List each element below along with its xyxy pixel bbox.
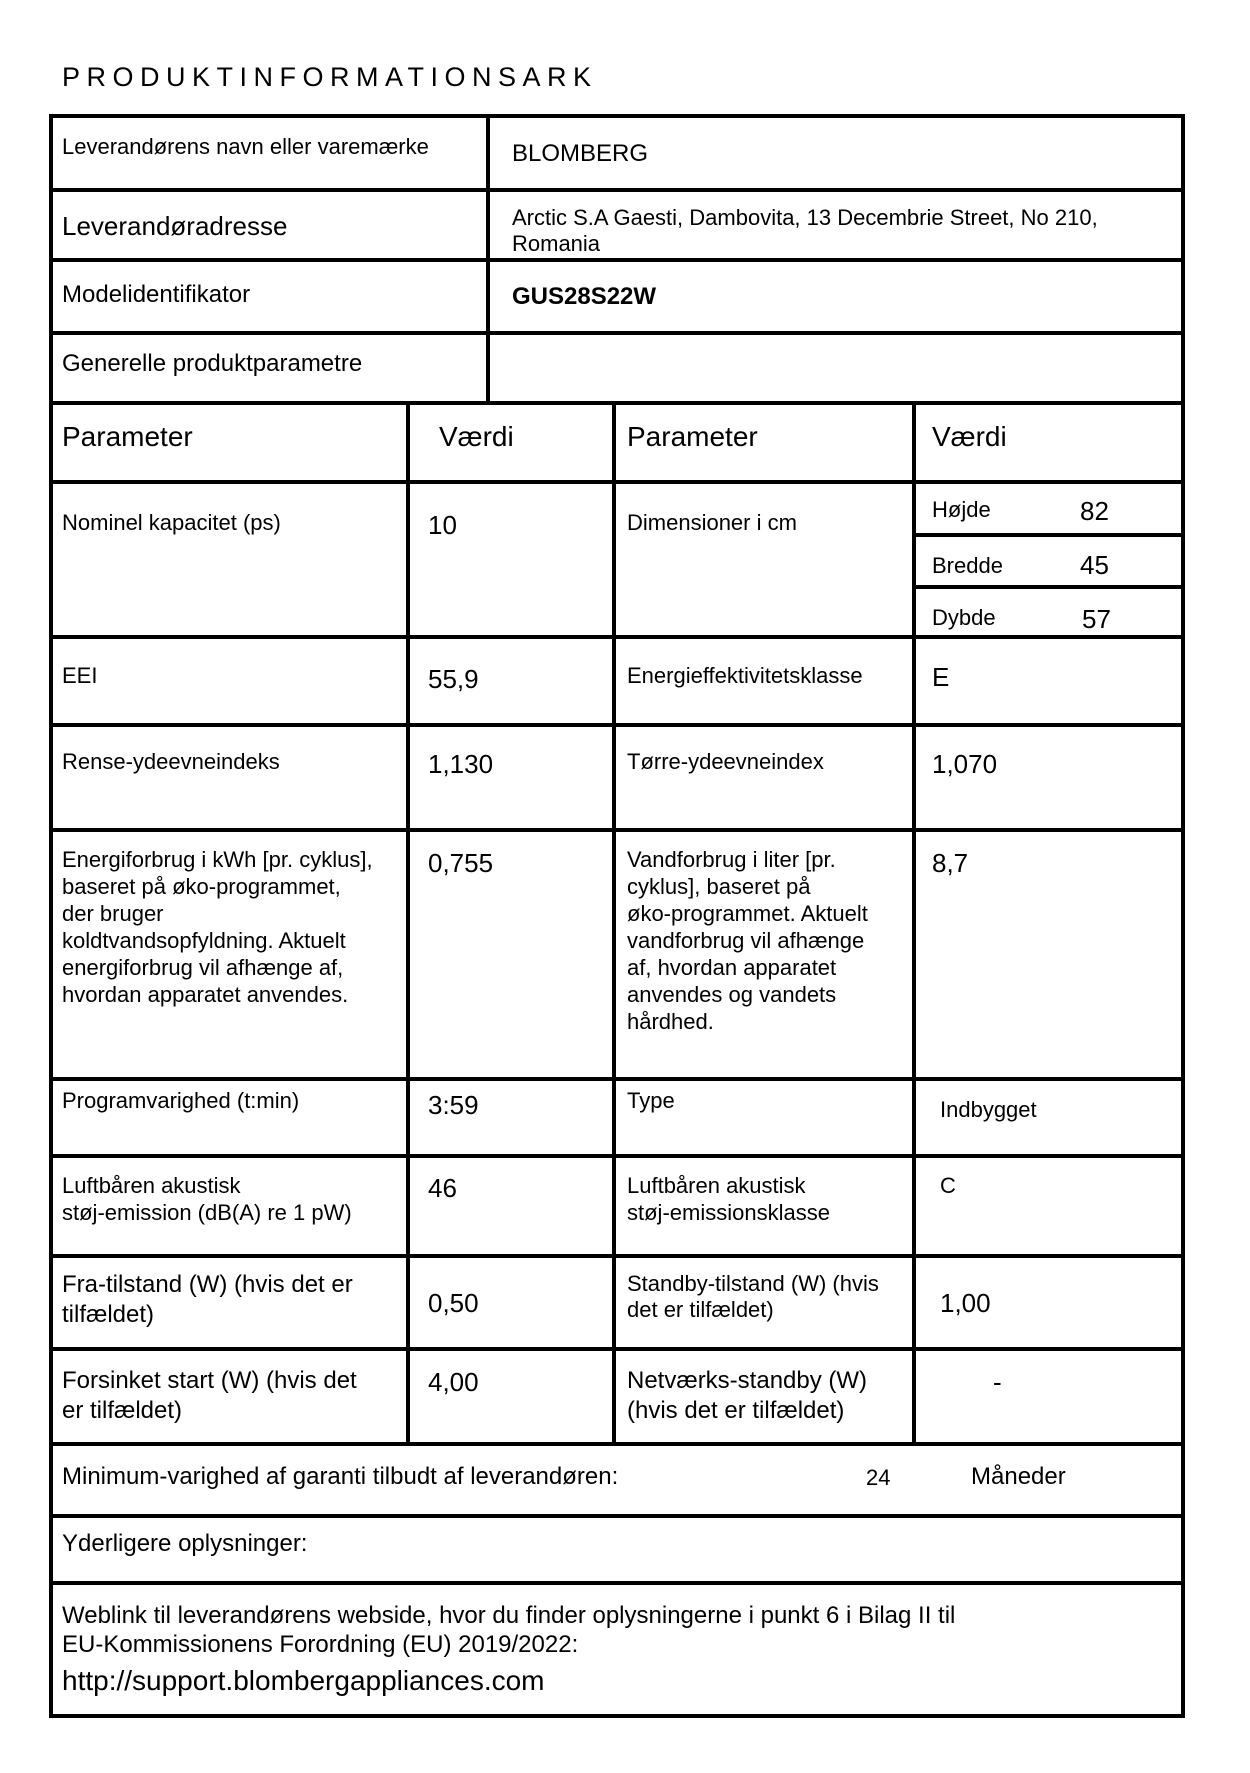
delay-start-label-line1: Forsinket start (W) (hvis det <box>62 1367 357 1394</box>
eei-label: EEI <box>62 663 98 688</box>
water-consumption-line: anvendes og vandets <box>627 982 837 1007</box>
off-mode-label-line1: Fra-tilstand (W) (hvis det er <box>62 1271 353 1298</box>
model-label: Modelidentifikator <box>62 281 251 308</box>
energy-consumption-line: energiforbrug vil afhænge af, <box>62 955 344 980</box>
additional-info-label: Yderligere oplysninger: <box>62 1530 308 1557</box>
drying-index-value: 1,070 <box>932 749 998 779</box>
network-standby-value: - <box>993 1367 1002 1397</box>
guarantee-unit: Måneder <box>971 1463 1066 1490</box>
header-parameter-right: Parameter <box>627 421 758 452</box>
standby-label-line1: Standby-tilstand (W) (hvis <box>627 1271 879 1296</box>
energy-consumption-line: der bruger <box>62 901 164 926</box>
energy-consumption-value: 0,755 <box>428 848 494 878</box>
guarantee-label: Minimum-varighed af garanti tilbudt af leverandøren: <box>62 1463 619 1490</box>
water-consumption-line: hårdhed. <box>627 1009 714 1034</box>
program-duration-value: 3:59 <box>428 1090 479 1120</box>
noise-class-value: C <box>940 1173 956 1198</box>
row-divider <box>49 723 1185 727</box>
water-consumption-value: 8,7 <box>932 848 969 878</box>
energy-consumption-line: Energiforbrug i kWh [pr. cyklus], <box>62 847 373 872</box>
row-divider <box>49 1154 1185 1158</box>
row-divider <box>49 258 1185 262</box>
delay-start-value: 4,00 <box>428 1367 479 1397</box>
noise-emission-label-line2: støj-emission (dB(A) re 1 pW) <box>62 1200 352 1225</box>
row-divider <box>49 331 1185 335</box>
supplier-name-label: Leverandørens navn eller varemærke <box>62 134 429 159</box>
row-divider <box>49 635 1185 639</box>
water-consumption-line: cyklus], baseret på <box>627 874 811 899</box>
row-divider <box>49 188 1185 192</box>
page-title: PRODUKTINFORMATIONSARK <box>62 62 598 92</box>
header-parameter-left: Parameter <box>62 421 193 452</box>
dimensions-label: Dimensioner i cm <box>627 510 797 535</box>
column-divider <box>912 401 916 1446</box>
energy-consumption-label <box>62 846 373 1008</box>
header-value-right: Værdi <box>932 421 1007 452</box>
program-duration-label: Programvarighed (t:min) <box>62 1088 300 1113</box>
capacity-label: Nominel kapacitet (ps) <box>62 510 281 535</box>
depth-label: Dybde <box>932 605 996 630</box>
row-divider <box>49 1442 1185 1446</box>
water-consumption-label <box>627 846 868 1035</box>
column-divider <box>612 401 616 1446</box>
guarantee-value: 24 <box>866 1465 891 1490</box>
energy-consumption-line: koldtvandsopfyldning. Aktuelt <box>62 928 346 953</box>
header-value-left: Værdi <box>439 421 514 452</box>
general-parameters-label: Generelle produktparametre <box>62 350 363 377</box>
width-label: Bredde <box>932 553 1003 578</box>
row-divider <box>49 828 1185 832</box>
noise-class-label-line1: Luftbåren akustisk <box>627 1173 806 1198</box>
network-standby-label-line2: (hvis det er tilfældet) <box>627 1397 845 1424</box>
column-divider <box>406 401 410 1446</box>
row-divider <box>49 1581 1185 1585</box>
model-value: GUS28S22W <box>512 283 657 310</box>
supplier-name-value: BLOMBERG <box>512 140 649 167</box>
water-consumption-line: vandforbrug vil afhænge <box>627 928 865 953</box>
supplier-address-line2: Romania <box>512 231 601 256</box>
standby-label-line2: det er tilfældet) <box>627 1297 774 1322</box>
height-value: 82 <box>1080 496 1109 526</box>
type-label: Type <box>627 1088 675 1113</box>
row-divider <box>49 1514 1185 1518</box>
eei-value: 55,9 <box>428 664 479 694</box>
noise-class-label-line2: støj-emissionsklasse <box>627 1200 830 1225</box>
depth-value: 57 <box>1082 604 1111 634</box>
capacity-value: 10 <box>428 510 457 540</box>
noise-emission-value: 46 <box>428 1173 457 1203</box>
energy-class-label: Energieffektivitetsklasse <box>627 663 863 688</box>
weblink-text-line2: EU-Kommissionens Forordning (EU) 2019/2022: <box>62 1631 579 1658</box>
noise-emission-label-line1: Luftbåren akustisk <box>62 1173 241 1198</box>
row-divider <box>49 1254 1185 1258</box>
off-mode-value: 0,50 <box>428 1288 479 1318</box>
energy-consumption-line: baseret på øko-programmet, <box>62 874 341 899</box>
dimension-divider <box>914 533 1185 537</box>
row-divider <box>49 480 1185 484</box>
dimension-divider <box>914 585 1185 589</box>
energy-consumption-line: hvordan apparatet anvendes. <box>62 982 349 1007</box>
water-consumption-line: af, hvordan apparatet <box>627 955 837 980</box>
standby-value: 1,00 <box>940 1288 991 1318</box>
water-consumption-line: øko-programmet. Aktuelt <box>627 901 868 926</box>
delay-start-label-line2: er tilfældet) <box>62 1397 183 1424</box>
energy-class-value: E <box>932 662 950 692</box>
water-consumption-line: Vandforbrug i liter [pr. <box>627 847 836 872</box>
weblink-text-line1: Weblink til leverandørens webside, hvor du finder oplysningerne i punkt 6 i Bilag II til <box>62 1602 956 1629</box>
row-divider <box>49 1347 1185 1351</box>
weblink-url[interactable]: http://support.blombergappliances.com <box>62 1665 545 1696</box>
drying-index-label: Tørre-ydeevneindex <box>627 749 824 774</box>
cleaning-index-value: 1,130 <box>428 749 494 779</box>
cleaning-index-label: Rense-ydeevneindeks <box>62 749 280 774</box>
off-mode-label-line2: tilfældet) <box>62 1301 155 1328</box>
width-value: 45 <box>1080 550 1109 580</box>
supplier-address-line1: Arctic S.A Gaesti, Dambovita, 13 Decembrie Street, No 210, <box>512 205 1098 230</box>
column-divider <box>486 114 490 405</box>
row-divider <box>49 401 1185 405</box>
network-standby-label-line1: Netværks-standby (W) <box>627 1367 868 1394</box>
row-divider <box>49 1077 1185 1081</box>
supplier-address-label: Leverandøradresse <box>62 211 288 241</box>
height-label: Højde <box>932 497 991 522</box>
type-value: Indbygget <box>940 1097 1037 1122</box>
